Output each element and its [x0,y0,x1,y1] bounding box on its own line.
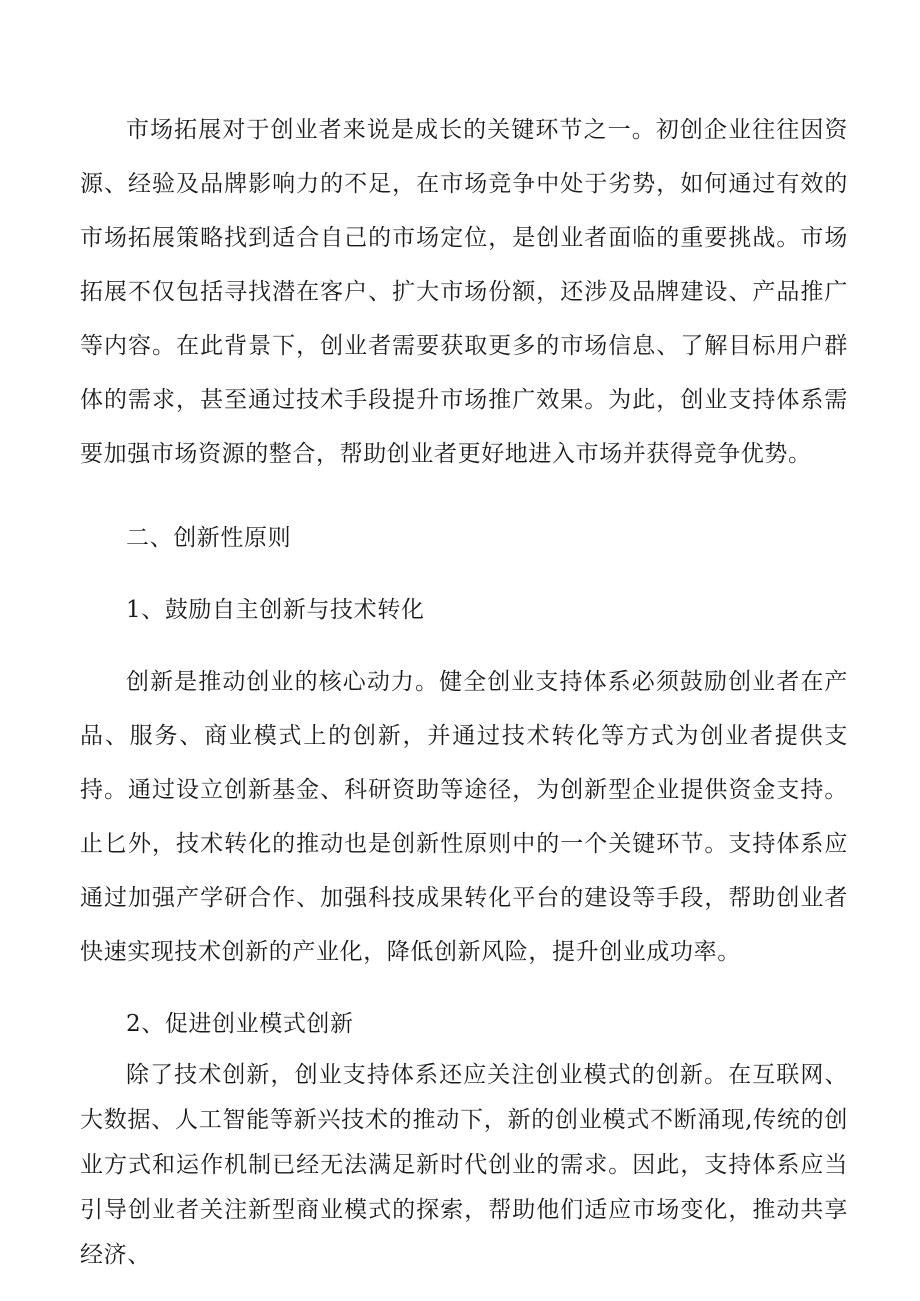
body-paragraph: 创新是推动创业的核心动力。健全创业支持体系必须鼓励创业者在产品、服务、商业模式上的创新，并通过技术转化等方式为创业者提供支持。通过设立创新基金、科研资助等途径，为创新型企业提供资金支持。止匕外，技术转化的推动也是创新性原则中的一个关键环节。支持体系应通过加强产学研合作、加强科技成果转化平台的建设等手段，帮助创业者快速实现技术创新的产业化，降低创新风险，提升创业成功率。 [80,669,848,965]
section-heading: 二、创新性原则 [126,525,292,551]
document-body [80,103,848,1278]
body-paragraph: 除了技术创新，创业支持体系还应关注创业模式的创新。在互联网、大数据、人工智能等新兴技术的推动下，新的创业模式不断涌现,传统的创业方式和运作机制已经无法满足新时代创业的需求。因此，支持体系应当引导创业者关注新型商业模式的探索，帮助他们适应市场变化，推动共享经济、 [80,1062,848,1268]
body-paragraph: 市场拓展对于创业者来说是成长的关键环节之一。初创企业往往因资源、经验及品牌影响力的不足，在市场竞争中处于劣势，如何通过有效的市场拓展策略找到适合自己的市场定位，是创业者面临的重要挑战。市场拓展不仅包括寻找潜在客户、扩大市场份额，还涉及品牌建设、产品推广等内容。在此背景下，创业者需要获取更多的市场信息、了解目标用户群体的需求，甚至通过技术手段提升市场推广效果。为此，创业支持体系需要加强市场资源的整合，帮助创业者更好地进入市场并获得竞争优势。 [80,117,848,467]
subsection-heading: 2、促进创业模式创新 [126,1011,354,1037]
subsection-heading: 1、鼓励自主创新与技术转化 [126,597,425,623]
